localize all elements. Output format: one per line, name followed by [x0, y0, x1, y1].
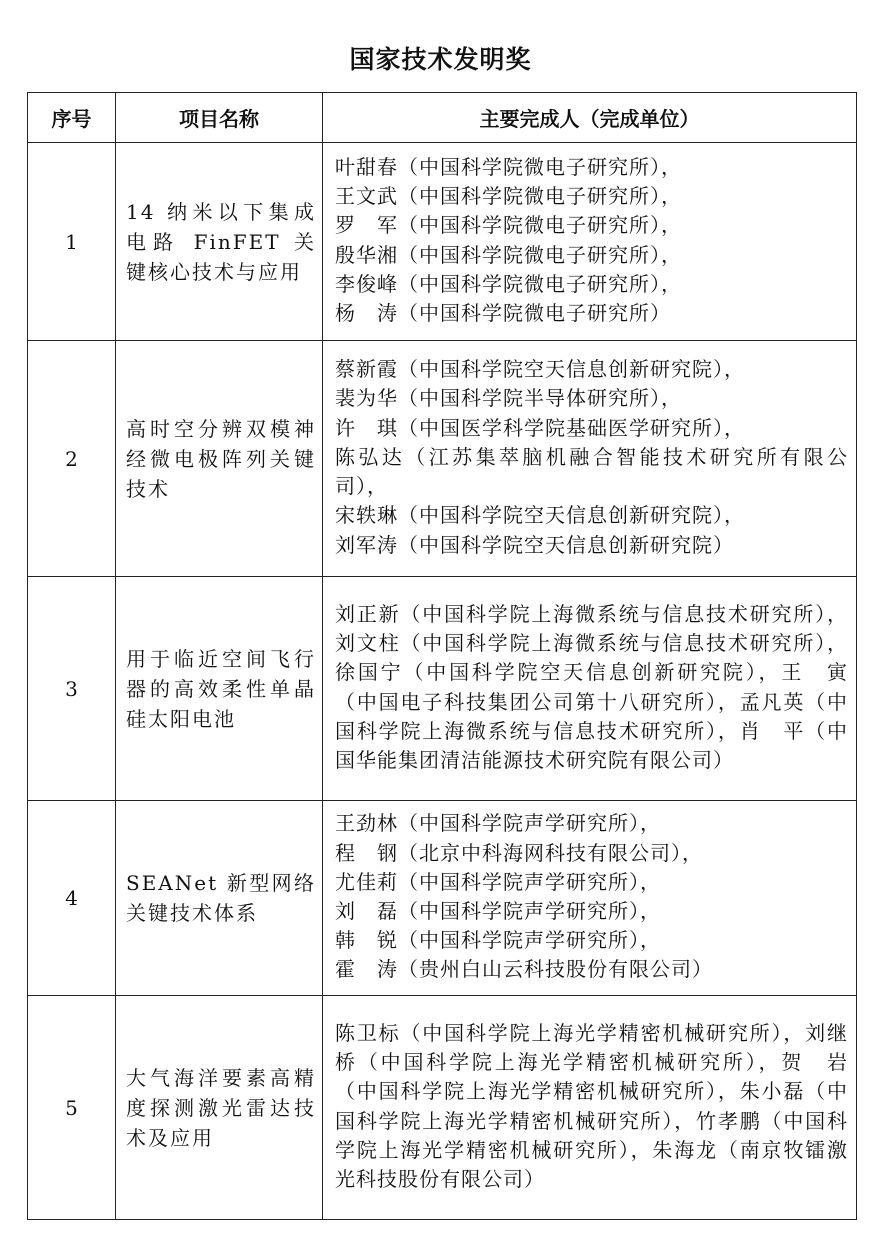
contributor-line: 许 琪（中国医学科学院基础医学研究所）， — [335, 415, 745, 440]
table-row — [28, 143, 857, 341]
contributor-line: 韩 锐（中国科学院声学研究所）， — [335, 928, 661, 953]
contributors-cell — [323, 801, 857, 996]
header-no: 序号 — [28, 93, 116, 143]
row-number: 3 — [28, 577, 116, 801]
contributor-line: 霍 涛（贵州白山云科技股份有限公司） — [335, 957, 713, 982]
project-name: SEANet 新型网络关键技术体系 — [116, 801, 323, 996]
contributors-cell — [323, 143, 857, 341]
row-number: 5 — [28, 996, 116, 1220]
table-header-row — [28, 93, 857, 143]
row-number: 1 — [28, 143, 116, 341]
contributor-line: 宋轶琳（中国科学院空天信息创新研究院）， — [335, 503, 745, 528]
contributor-line: 杨 涛（中国科学院微电子研究所） — [335, 300, 671, 325]
table-row — [28, 577, 857, 801]
table-row — [28, 996, 857, 1220]
page-title: 国家技术发明奖 — [349, 45, 532, 74]
contributors-cell — [323, 577, 857, 801]
contributor-line: 尤佳莉（中国科学院声学研究所）， — [335, 869, 661, 894]
contributor-line: 刘军涛（中国科学院空天信息创新研究院） — [335, 532, 734, 557]
contributor-line: 殷华湘（中国科学院微电子研究所）， — [335, 242, 682, 267]
table-row — [28, 341, 857, 577]
header-contributors: 主要完成人（完成单位） — [323, 93, 857, 143]
contributor-line: 陈弘达（江苏集萃脑机融合智能技术研究所有限公司）， — [335, 444, 848, 499]
table-row — [28, 801, 857, 996]
contributor-line: 裴为华（中国科学院半导体研究所）， — [335, 386, 682, 411]
contributors-cell — [323, 996, 857, 1220]
contributor-line: 罗 军（中国科学院微电子研究所）， — [335, 213, 682, 238]
contributor-line: 蔡新霞（中国科学院空天信息创新研究院）， — [335, 357, 745, 382]
header-project-name: 项目名称 — [116, 93, 323, 143]
project-name: 大气海洋要素高精度探测激光雷达技术及应用 — [116, 996, 323, 1220]
contributors-cell — [323, 341, 857, 577]
contributors-text: 陈卫标（中国科学院上海光学精密机械研究所），刘继桥（中国科学院上海光学精密机械研究所），贺 岩（中国科学院上海光学精密机械研究所），朱小磊（中国科学院上海光学精密机械研究所），竹孝鹏（中国科学院上海光学精密机械研究所），朱海龙（南京牧镭激光科技股份有限公司） — [335, 1020, 848, 1191]
project-name: 用于临近空间飞行器的高效柔性单晶硅太阳电池 — [116, 577, 323, 801]
award-table — [27, 92, 857, 1220]
contributor-line: 程 钢（北京中科海网科技有限公司）， — [335, 840, 703, 865]
contributor-line: 李俊峰（中国科学院微电子研究所）， — [335, 271, 682, 296]
contributors-text: 刘正新（中国科学院上海微系统与信息技术研究所），刘文柱（中国科学院上海微系统与信息技术研究所），徐国宁（中国科学院空天信息创新研究院），王 寅（中国电子科技集团公司第十八研究所），孟凡英（中国科学院上海微系统与信息技术研究所），肖 平（中国华能集团清洁能源技术研究院有限公司） — [335, 601, 848, 772]
row-number: 2 — [28, 341, 116, 577]
project-name: 14 纳米以下集成电路 FinFET 关键核心技术与应用 — [116, 143, 323, 341]
project-name: 高时空分辨双模神经微电极阵列关键技术 — [116, 341, 323, 577]
contributor-line: 叶甜春（中国科学院微电子研究所）， — [335, 154, 682, 179]
contributor-line: 刘 磊（中国科学院声学研究所）， — [335, 899, 661, 923]
contributor-line: 王文武（中国科学院微电子研究所）， — [335, 184, 682, 209]
contributor-line: 王劲林（中国科学院声学研究所）， — [335, 811, 661, 836]
row-number: 4 — [28, 801, 116, 996]
